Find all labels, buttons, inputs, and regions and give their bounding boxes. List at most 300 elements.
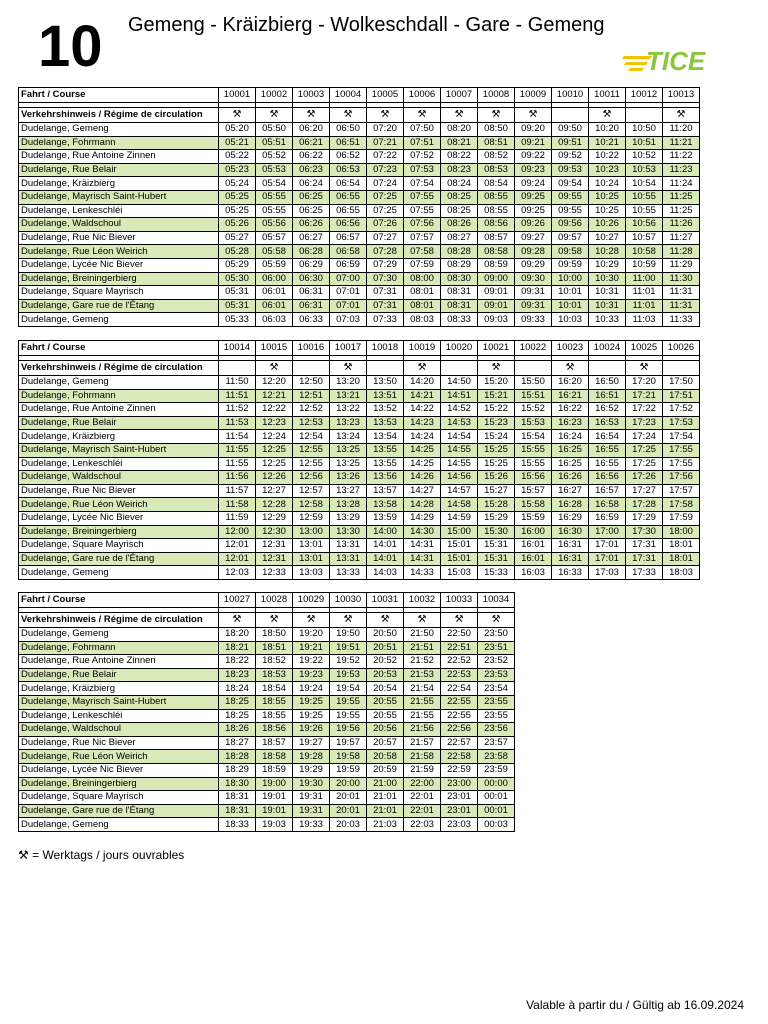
departure-time: 00:01 [478,804,515,818]
departure-time: 21:52 [404,655,441,669]
departure-time: 16:53 [589,416,626,430]
stop-name: Dudelange, Kräizbierg [19,430,219,444]
departure-time: 19:57 [330,736,367,750]
departure-time: 09:58 [552,245,589,259]
departure-time: 16:24 [552,430,589,444]
departure-time: 06:22 [293,150,330,164]
departure-time: 19:25 [293,695,330,709]
departure-time: 09:52 [552,150,589,164]
departure-time: 19:27 [293,736,330,750]
departure-time: 11:28 [663,245,700,259]
departure-time: 20:01 [330,804,367,818]
departure-time: 17:00 [589,525,626,539]
departure-time: 10:25 [589,190,626,204]
stop-name: Dudelange, Rue Nic Biever [19,231,219,245]
departure-time: 19:59 [330,763,367,777]
departure-time: 13:51 [367,389,404,403]
departure-time: 10:56 [626,218,663,232]
departure-time: 19:01 [256,791,293,805]
stop-name: Dudelange, Lycée Nic Biever [19,763,219,777]
departure-time: 14:33 [404,566,441,580]
departure-time: 11:27 [663,231,700,245]
departure-time: 12:54 [293,430,330,444]
course-number: 10012 [626,88,663,103]
departure-time: 15:24 [478,430,515,444]
departure-time: 18:20 [219,628,256,642]
departure-time: 21:51 [404,641,441,655]
departure-time: 19:30 [293,777,330,791]
departure-time: 23:01 [441,804,478,818]
workday-icon: ⚒ [367,613,404,628]
departure-time: 20:00 [330,777,367,791]
departure-time: 12:25 [256,443,293,457]
departure-time: 22:55 [441,695,478,709]
course-number: 10005 [367,88,404,103]
timetable-row [19,218,700,232]
course-number: 10017 [330,341,367,356]
departure-time: 20:57 [367,736,404,750]
departure-time: 14:01 [367,552,404,566]
departure-time: 07:01 [330,286,367,300]
departure-time: 14:25 [404,457,441,471]
departure-time: 08:33 [441,313,478,327]
stop-name: Dudelange, Gare rue de l'Étang [19,552,219,566]
departure-time: 13:26 [330,471,367,485]
departure-time: 14:55 [441,457,478,471]
departure-time: 10:26 [589,218,626,232]
departure-time: 11:31 [663,286,700,300]
departure-time: 19:00 [256,777,293,791]
stop-name: Dudelange, Gare rue de l'Étang [19,299,219,313]
departure-time: 05:24 [219,177,256,191]
departure-time: 08:22 [441,150,478,164]
departure-time: 11:29 [663,258,700,272]
departure-time: 23:58 [478,750,515,764]
departure-time: 08:28 [441,245,478,259]
departure-time: 10:50 [626,123,663,137]
departure-time: 06:01 [256,286,293,300]
course-header-label: Fahrt / Course [19,593,219,608]
departure-time: 06:56 [330,218,367,232]
departure-time: 19:55 [330,709,367,723]
departure-time: 19:26 [293,723,330,737]
departure-time: 08:53 [478,163,515,177]
regime-empty-cell [589,361,626,376]
departure-time: 15:55 [515,457,552,471]
workday-icon: ⚒ [219,108,256,123]
departure-time: 15:22 [478,403,515,417]
stop-name: Dudelange, Kräizbierg [19,682,219,696]
departure-time: 11:22 [663,150,700,164]
stop-name: Dudelange, Gare rue de l'Étang [19,804,219,818]
departure-time: 06:51 [330,136,367,150]
departure-time: 20:50 [367,628,404,642]
departure-time: 13:01 [293,552,330,566]
departure-time: 06:25 [293,190,330,204]
departure-time: 06:58 [330,245,367,259]
departure-time: 11:26 [663,218,700,232]
departure-time: 06:57 [330,231,367,245]
departure-time: 07:54 [404,177,441,191]
timetable-block-2 [18,340,700,580]
departure-time: 10:53 [626,163,663,177]
departure-time: 08:25 [441,190,478,204]
departure-time: 11:59 [219,511,256,525]
departure-time: 12:33 [256,566,293,580]
stop-name: Dudelange, Gemeng [19,628,219,642]
departure-time: 11:56 [219,471,256,485]
departure-time: 07:23 [367,163,404,177]
departure-time: 15:26 [478,471,515,485]
departure-time: 08:30 [441,272,478,286]
departure-time: 10:03 [552,313,589,327]
departure-time: 15:20 [478,376,515,390]
departure-time: 13:52 [367,403,404,417]
departure-time: 23:03 [441,818,478,832]
departure-time: 06:29 [293,258,330,272]
departure-time: 22:55 [441,709,478,723]
departure-time: 10:31 [589,286,626,300]
departure-time: 13:20 [330,376,367,390]
departure-time: 09:54 [552,177,589,191]
timetable-row [19,777,515,791]
departure-time: 20:55 [367,709,404,723]
departure-time: 08:26 [441,218,478,232]
workday-icon: ⚒ [626,361,663,376]
timetable-row [19,123,700,137]
stop-name: Dudelange, Rue Belair [19,416,219,430]
departure-time: 07:22 [367,150,404,164]
departure-time: 09:26 [515,218,552,232]
timetable-block-1 [18,87,700,327]
departure-time: 09:25 [515,190,552,204]
departure-time: 06:27 [293,231,330,245]
departure-time: 10:58 [626,245,663,259]
timetable-row [19,511,700,525]
departure-time: 17:50 [663,376,700,390]
departure-time: 16:22 [552,403,589,417]
departure-time: 22:52 [441,655,478,669]
timetable-row [19,204,700,218]
departure-time: 17:01 [589,552,626,566]
departure-time: 08:52 [478,150,515,164]
departure-time: 00:03 [478,818,515,832]
departure-time: 18:52 [256,655,293,669]
timetable-row [19,136,700,150]
regime-empty-cell [219,361,256,376]
departure-time: 09:28 [515,245,552,259]
departure-time: 12:20 [256,376,293,390]
workday-icon: ⚒ [441,108,478,123]
departure-time: 05:31 [219,299,256,313]
departure-time: 10:27 [589,231,626,245]
departure-time: 16:01 [515,552,552,566]
departure-time: 08:23 [441,163,478,177]
departure-time: 17:26 [626,471,663,485]
departure-time: 07:31 [367,299,404,313]
departure-time: 15:01 [441,552,478,566]
departure-time: 23:01 [441,791,478,805]
departure-time: 12:30 [256,525,293,539]
departure-time: 10:31 [589,299,626,313]
stop-name: Dudelange, Breiningerbierg [19,777,219,791]
departure-time: 11:20 [663,123,700,137]
course-header-row [19,88,700,103]
departure-time: 18:54 [256,682,293,696]
workday-icon: ⚒ [219,613,256,628]
departure-time: 14:29 [404,511,441,525]
workday-icon: ⚒ [330,361,367,376]
departure-time: 14:31 [404,552,441,566]
departure-time: 17:25 [626,457,663,471]
departure-time: 15:30 [478,525,515,539]
stop-name: Dudelange, Kräizbierg [19,177,219,191]
departure-time: 09:03 [478,313,515,327]
departure-time: 10:22 [589,150,626,164]
timetable-row [19,484,700,498]
departure-time: 12:21 [256,389,293,403]
legend [18,848,184,862]
timetable-row [19,655,515,669]
departure-time: 13:59 [367,511,404,525]
departure-time: 22:54 [441,682,478,696]
timetable-row [19,286,700,300]
departure-time: 13:21 [330,389,367,403]
departure-time: 23:52 [478,655,515,669]
departure-time: 18:53 [256,668,293,682]
departure-time: 11:57 [219,484,256,498]
departure-time: 16:27 [552,484,589,498]
departure-time: 16:25 [552,457,589,471]
departure-time: 22:51 [441,641,478,655]
departure-time: 22:50 [441,628,478,642]
departure-time: 14:25 [404,443,441,457]
course-number: 10019 [404,341,441,356]
departure-time: 08:01 [404,299,441,313]
departure-time: 05:30 [219,272,256,286]
departure-time: 08:24 [441,177,478,191]
departure-time: 17:27 [626,484,663,498]
stop-name: Dudelange, Waldschoul [19,218,219,232]
departure-time: 15:31 [478,539,515,553]
departure-time: 09:24 [515,177,552,191]
course-number: 10018 [367,341,404,356]
timetable-row [19,313,700,327]
departure-time: 05:59 [256,258,293,272]
departure-time: 05:25 [219,204,256,218]
stop-name: Dudelange, Square Mayrisch [19,791,219,805]
workday-icon: ⚒ [293,613,330,628]
departure-time: 21:01 [367,791,404,805]
departure-time: 17:58 [663,498,700,512]
departure-time: 16:21 [552,389,589,403]
course-number: 10016 [293,341,330,356]
departure-time: 19:58 [330,750,367,764]
departure-time: 13:31 [330,552,367,566]
departure-time: 21:58 [404,750,441,764]
stop-name: Dudelange, Square Mayrisch [19,539,219,553]
course-number: 10002 [256,88,293,103]
course-number: 10009 [515,88,552,103]
departure-time: 10:00 [552,272,589,286]
departure-time: 12:52 [293,403,330,417]
departure-time: 11:31 [663,299,700,313]
departure-time: 14:59 [441,511,478,525]
departure-time: 05:31 [219,286,256,300]
departure-time: 12:50 [293,376,330,390]
departure-time: 13:24 [330,430,367,444]
departure-time: 07:31 [367,286,404,300]
departure-time: 18:26 [219,723,256,737]
departure-time: 05:52 [256,150,293,164]
departure-time: 18:57 [256,736,293,750]
departure-time: 06:30 [293,272,330,286]
departure-time: 10:01 [552,286,589,300]
departure-time: 18:25 [219,695,256,709]
departure-time: 12:58 [293,498,330,512]
regime-label: Verkehrshinweis / Régime de circulation [19,613,219,628]
departure-time: 10:54 [626,177,663,191]
timetable-row [19,443,700,457]
course-header-row [19,341,700,356]
course-number: 10003 [293,88,330,103]
departure-time: 06:55 [330,204,367,218]
departure-time: 07:28 [367,245,404,259]
departure-time: 07:25 [367,190,404,204]
departure-time: 12:00 [219,525,256,539]
departure-time: 20:03 [330,818,367,832]
departure-time: 21:50 [404,628,441,642]
departure-time: 10:52 [626,150,663,164]
departure-time: 16:00 [515,525,552,539]
departure-time: 11:55 [219,443,256,457]
departure-time: 15:53 [515,416,552,430]
timetable-row [19,791,515,805]
departure-time: 05:28 [219,245,256,259]
departure-time: 09:20 [515,123,552,137]
departure-time: 09:23 [515,163,552,177]
departure-time: 08:58 [478,245,515,259]
departure-time: 12:22 [256,403,293,417]
departure-time: 14:20 [404,376,441,390]
workday-icon: ⚒ [552,361,589,376]
workday-icon: ⚒ [589,108,626,123]
departure-time: 09:55 [552,204,589,218]
departure-time: 19:31 [293,791,330,805]
departure-time: 20:52 [367,655,404,669]
stop-name: Dudelange, Rue Léon Weirich [19,498,219,512]
departure-time: 06:00 [256,272,293,286]
departure-time: 13:57 [367,484,404,498]
departure-time: 06:54 [330,177,367,191]
departure-time: 11:52 [219,403,256,417]
departure-time: 19:53 [330,668,367,682]
departure-time: 08:20 [441,123,478,137]
departure-time: 16:57 [589,484,626,498]
departure-time: 22:53 [441,668,478,682]
departure-time: 09:57 [552,231,589,245]
departure-time: 16:31 [552,539,589,553]
departure-time: 17:01 [589,539,626,553]
departure-time: 08:55 [478,190,515,204]
departure-time: 16:25 [552,443,589,457]
course-number: 10030 [330,593,367,608]
legend-text: = Werktags / jours ouvrables [32,848,185,862]
departure-time: 19:25 [293,709,330,723]
departure-time: 19:52 [330,655,367,669]
stop-name: Dudelange, Rue Antoine Zinnen [19,655,219,669]
stop-name: Dudelange, Rue Nic Biever [19,736,219,750]
departure-time: 16:01 [515,539,552,553]
validity-note: Valable à partir du / Gültig ab 16.09.2024 [526,998,744,1012]
departure-time: 07:53 [404,163,441,177]
departure-time: 17:03 [589,566,626,580]
departure-time: 18:21 [219,641,256,655]
regime-label: Verkehrshinweis / Régime de circulation [19,108,219,123]
departure-time: 07:25 [367,204,404,218]
departure-time: 16:33 [552,566,589,580]
timetable-row [19,177,700,191]
departure-time: 05:22 [219,150,256,164]
departure-time: 09:00 [478,272,515,286]
departure-time: 22:03 [404,818,441,832]
course-number: 10024 [589,341,626,356]
departure-time: 19:29 [293,763,330,777]
departure-time: 05:55 [256,204,293,218]
departure-time: 06:59 [330,258,367,272]
stop-name: Dudelange, Lenkeschléi [19,204,219,218]
departure-time: 11:25 [663,190,700,204]
stop-name: Dudelange, Gemeng [19,376,219,390]
departure-time: 09:27 [515,231,552,245]
departure-time: 16:31 [552,552,589,566]
departure-time: 13:56 [367,471,404,485]
timetable-row [19,272,700,286]
departure-time: 15:50 [515,376,552,390]
stop-name: Dudelange, Fohrmann [19,641,219,655]
departure-time: 05:55 [256,190,293,204]
departure-time: 23:57 [478,736,515,750]
departure-time: 22:57 [441,736,478,750]
timetable-row [19,736,515,750]
departure-time: 15:58 [515,498,552,512]
departure-time: 06:26 [293,218,330,232]
departure-time: 18:59 [256,763,293,777]
departure-time: 09:25 [515,204,552,218]
departure-time: 13:29 [330,511,367,525]
timetable-row [19,231,700,245]
departure-time: 14:26 [404,471,441,485]
stop-name: Dudelange, Breiningerbierg [19,525,219,539]
departure-time: 16:51 [589,389,626,403]
departure-time: 10:24 [589,177,626,191]
departure-time: 15:59 [515,511,552,525]
timetable-block-3 [18,592,515,832]
departure-time: 12:28 [256,498,293,512]
departure-time: 05:53 [256,163,293,177]
departure-time: 12:24 [256,430,293,444]
departure-time: 22:59 [441,763,478,777]
course-number: 10001 [219,88,256,103]
workday-icon: ⚒ [293,108,330,123]
timetable-row [19,389,700,403]
departure-time: 15:57 [515,484,552,498]
workday-icon: ⚒ [404,613,441,628]
departure-time: 16:23 [552,416,589,430]
course-header-row [19,593,515,608]
departure-time: 12:01 [219,552,256,566]
departure-time: 23:56 [478,723,515,737]
